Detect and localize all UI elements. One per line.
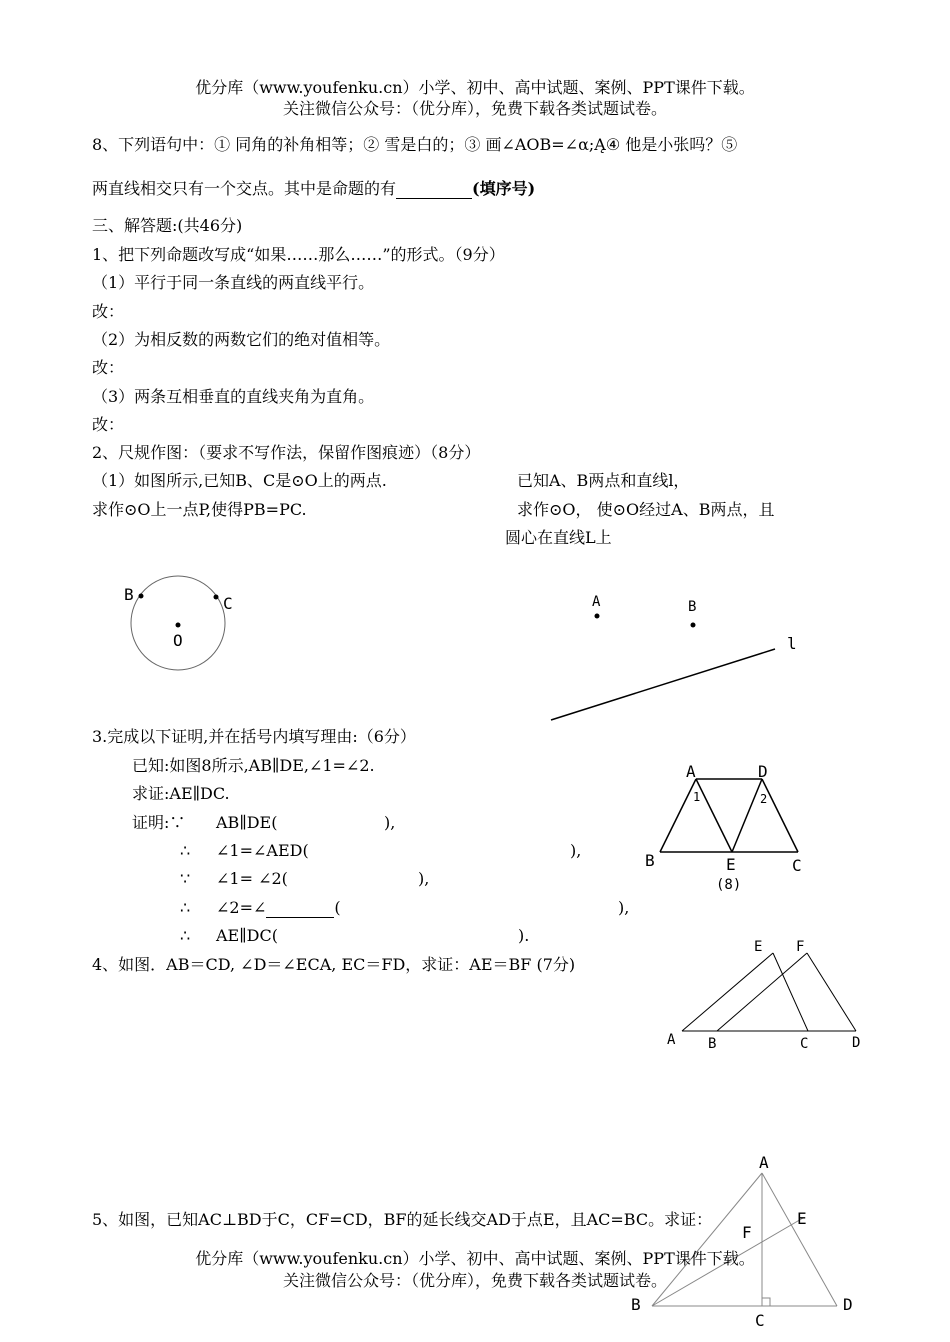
q3-step-4-paren: ( bbox=[334, 898, 341, 917]
q8-line-1: 8、下列语句中：① 同角的补角相等；② 雪是白的；③ 画∠AOB=∠α;Ą④ 他是小张吗？⑤ bbox=[92, 135, 738, 154]
label-c: C bbox=[792, 856, 802, 875]
label-e: E bbox=[754, 939, 763, 955]
label-b: B bbox=[708, 1036, 717, 1052]
q4-title: 4、如图．AB＝CD, ∠D＝∠ECA, EC＝FD，求证：AE＝BF (7分) bbox=[92, 955, 576, 974]
therefore-symbol: ∴ bbox=[180, 898, 191, 917]
segment-ba bbox=[660, 779, 696, 852]
line-l bbox=[551, 649, 775, 720]
figure-caption: (8) bbox=[716, 877, 742, 893]
q3-step-4 bbox=[216, 898, 341, 918]
footer-line-1: 优分库（www.youfenku.cn）小学、初中、高中试题、案例、PPT课件下载。 bbox=[195, 1249, 755, 1268]
q8-fill-hint: (填序号) bbox=[472, 179, 536, 198]
q3-step-5-end: ). bbox=[518, 926, 530, 945]
segment-ae bbox=[696, 779, 732, 852]
figure-q5 bbox=[625, 1148, 865, 1342]
label-f: F bbox=[796, 939, 805, 955]
q3-step-4-text: ∠2=∠ bbox=[216, 898, 267, 917]
q3-step-5: AE∥DC( bbox=[216, 926, 278, 945]
q2-left-line-1: （1）如图所示,已知B、C是⊙O上的两点. bbox=[92, 471, 387, 490]
label-a: A bbox=[667, 1032, 676, 1048]
q1-item-1: （1）平行于同一条直线的两直线平行。 bbox=[92, 273, 375, 292]
q3-prove: 求证:AE∥DC. bbox=[132, 784, 230, 803]
section-3-title: 三、解答题:(共46分) bbox=[92, 216, 243, 235]
label-c: C bbox=[223, 594, 233, 613]
q1-gai-1: 改： bbox=[92, 302, 125, 321]
q2-right-line-2: 求作⊙O， 使⊙O经过A、B两点，且 bbox=[517, 500, 775, 519]
q1-title: 1、把下列命题改写成“如果……那么……”的形式。（9分） bbox=[92, 245, 505, 264]
q8-answer-blank[interactable] bbox=[396, 182, 472, 199]
label-f: F bbox=[742, 1223, 752, 1242]
label-l: l bbox=[787, 634, 797, 653]
q3-step-4-end: ), bbox=[618, 898, 630, 917]
therefore-symbol: ∴ bbox=[180, 926, 191, 945]
label-b: B bbox=[124, 585, 134, 604]
angle-2-label: 2 bbox=[760, 792, 768, 806]
q1-gai-3: 改： bbox=[92, 415, 125, 434]
segment-ec bbox=[773, 953, 808, 1031]
circle-figure bbox=[115, 570, 255, 680]
header-line-2: 关注微信公众号：（优分库），免费下载各类试题试卷。 bbox=[282, 99, 667, 118]
q1-item-2: （2）为相反数的两数它们的绝对值相等。 bbox=[92, 330, 391, 349]
label-e: E bbox=[726, 855, 736, 874]
label-b: B bbox=[631, 1295, 641, 1314]
point-o bbox=[176, 623, 181, 628]
q3-step-1-end: ), bbox=[384, 813, 396, 832]
q8-line-2-text: 两直线相交只有一个交点。其中是命题的有 bbox=[92, 179, 397, 198]
point-b bbox=[691, 623, 696, 628]
q2-left-line-2: 求作⊙O上一点P,使得PB=PC. bbox=[92, 500, 307, 519]
label-d: D bbox=[843, 1295, 853, 1314]
point-a bbox=[595, 614, 600, 619]
segment-fd bbox=[807, 953, 856, 1031]
q8-line-2 bbox=[92, 179, 535, 199]
label-c: C bbox=[800, 1036, 809, 1052]
label-e: E bbox=[797, 1209, 807, 1228]
label-b: B bbox=[688, 599, 697, 615]
label-a: A bbox=[759, 1153, 769, 1172]
label-c: C bbox=[755, 1311, 765, 1330]
q3-proof-line-1 bbox=[132, 813, 185, 833]
segment-bf bbox=[717, 953, 807, 1031]
label-d: D bbox=[852, 1035, 861, 1051]
segment-ae bbox=[682, 953, 773, 1031]
label-a: A bbox=[592, 594, 601, 610]
q1-item-3: （3）两条互相垂直的直线夹角为直角。 bbox=[92, 387, 375, 406]
q3-step-2: ∠1=∠AED( bbox=[216, 841, 309, 860]
point-b bbox=[139, 594, 144, 599]
footer-line-2: 关注微信公众号：（优分库），免费下载各类试题试卷。 bbox=[282, 1271, 667, 1290]
q3-title: 3.完成以下证明,并在括号内填写理由:（6分） bbox=[92, 727, 416, 746]
q3-step-3: ∠1= ∠2( bbox=[216, 869, 288, 888]
label-a: A bbox=[686, 762, 696, 781]
q3-angle-blank[interactable] bbox=[266, 903, 334, 918]
q3-step-3-end: ), bbox=[418, 869, 430, 888]
q1-gai-2: 改： bbox=[92, 358, 125, 377]
line-l-figure bbox=[545, 585, 805, 725]
point-c bbox=[214, 595, 219, 600]
q2-right-line-3: 圆心在直线L上 bbox=[505, 528, 612, 547]
q5-title: 5、如图，已知AC⊥BD于C，CF=CD，BF的延长线交AD于点E，且AC=BC。求证： bbox=[92, 1210, 713, 1229]
angle-1-label: 1 bbox=[693, 790, 701, 804]
header-line-1: 优分库（www.youfenku.cn）小学、初中、高中试题、案例、PPT课件下载。 bbox=[195, 78, 755, 97]
q3-given: 已知:如图8所示,AB∥DE,∠1=∠2. bbox=[132, 756, 375, 775]
therefore-symbol: ∴ bbox=[180, 841, 191, 860]
segment-ed bbox=[732, 779, 762, 852]
q3-step-1: AB∥DE( bbox=[216, 813, 278, 832]
proof-label: 证明:∵ bbox=[132, 813, 186, 832]
q2-right-line-1: 已知A、B两点和直线l， bbox=[517, 471, 690, 490]
figure-q4 bbox=[660, 935, 870, 1055]
segment-dc bbox=[762, 779, 798, 852]
label-b: B bbox=[645, 851, 655, 870]
because-symbol: ∵ bbox=[180, 869, 191, 888]
label-o: O bbox=[173, 631, 183, 650]
q2-title: 2、尺规作图：（要求不写作法，保留作图痕迹）（8分） bbox=[92, 443, 481, 462]
q3-step-2-end: ), bbox=[570, 841, 582, 860]
right-angle-mark bbox=[762, 1298, 770, 1306]
figure-8 bbox=[640, 760, 820, 900]
label-d: D bbox=[758, 762, 768, 781]
